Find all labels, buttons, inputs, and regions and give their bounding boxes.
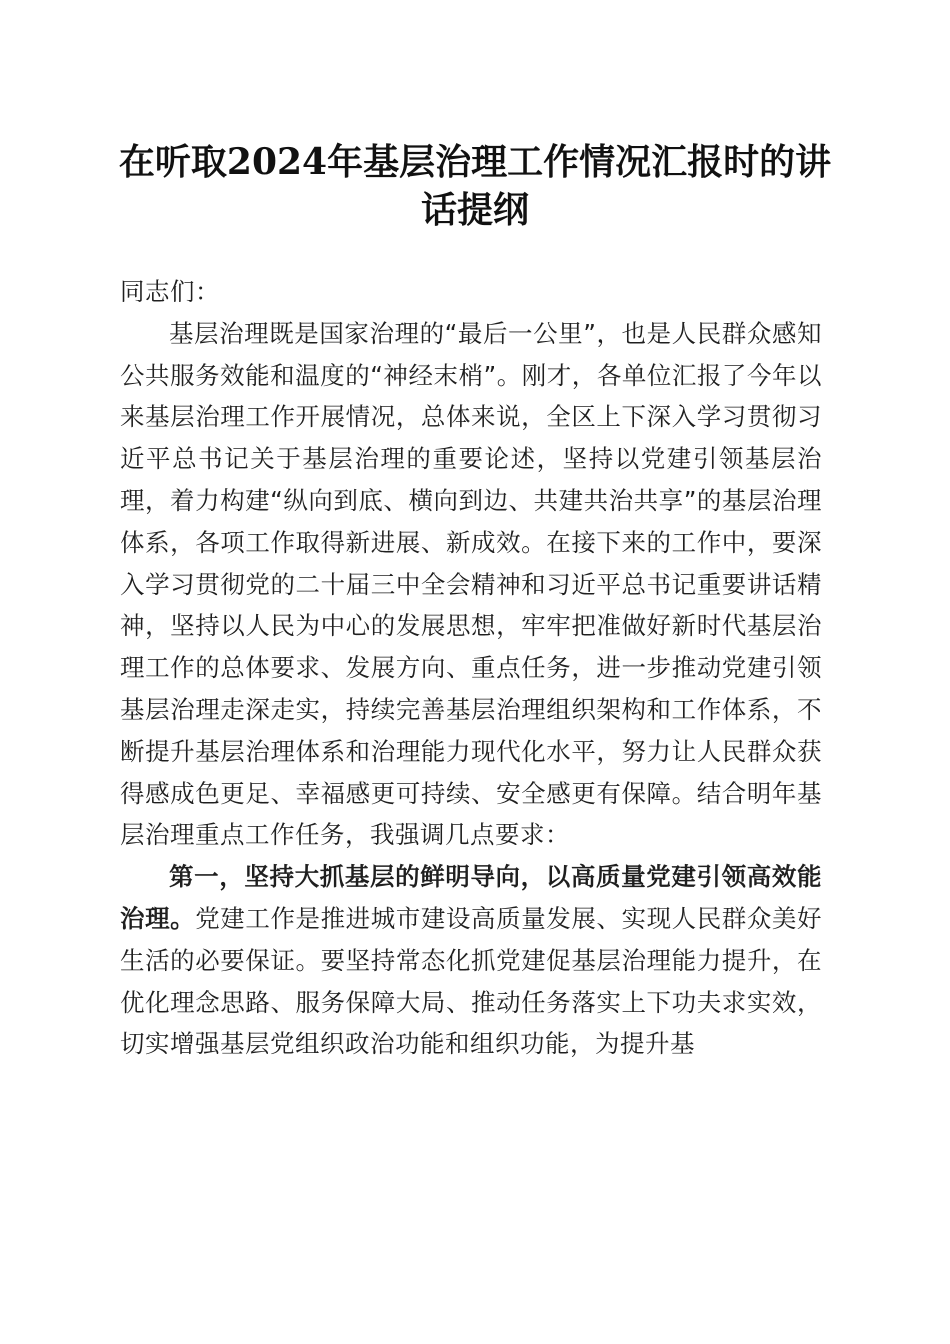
salutation: 同志们： (120, 277, 220, 306)
paragraph-intro: 基层治理既是国家治理的“最后一公里”，也是人民群众感知公共服务效能和温度的“神经末梢”。刚才，各单位汇报了今年以来基层治理工作开展情况，总体来说，全区上下深入学习贯彻习近平总书记关于基层治理的重要论述，坚持以党建引领基层治理，着力构建“纵向到底、横向到边、共建共治共享”的基层治理体系，各项工作取得新进展、新成效。在接下来的工作中，要深入学习贯彻党的二十届三中全会精神和习近平总书记重要讲话精神，坚持以人民为中心的发展思想，牢牢把准做好新时代基层治理工作的总体要求、发展方向、重点任务，进一步推动党建引领基层治理走深走实，持续完善基层治理组织架构和工作体系，不断提升基层治理体系和治理能力现代化水平，努力让人民群众获得感成色更足、幸福感更可持续、安全感更有保障。结合明年基层治理重点工作任务，我强调几点要求： (120, 318, 822, 850)
paragraph-section-1 (120, 856, 822, 1065)
section-1-body: 党建工作是推进城市建设高质量发展、实现人民群众美好生活的必要保证。要坚持常态化抓党建促基层治理能力提升，在优化理念思路、服务保障大局、推动任务落实上下功夫求实效，切实增强基层党组织政治功能和组织功能，为提升基 (120, 903, 823, 1059)
document-body (120, 271, 822, 1065)
section-1-heading: 第一，坚持大抓基层的鲜明导向，以高质量党建引领高效能治理。 (120, 862, 822, 933)
document-title: 在听取2024年基层治理工作情况汇报时的讲话提纲 (118, 141, 832, 231)
